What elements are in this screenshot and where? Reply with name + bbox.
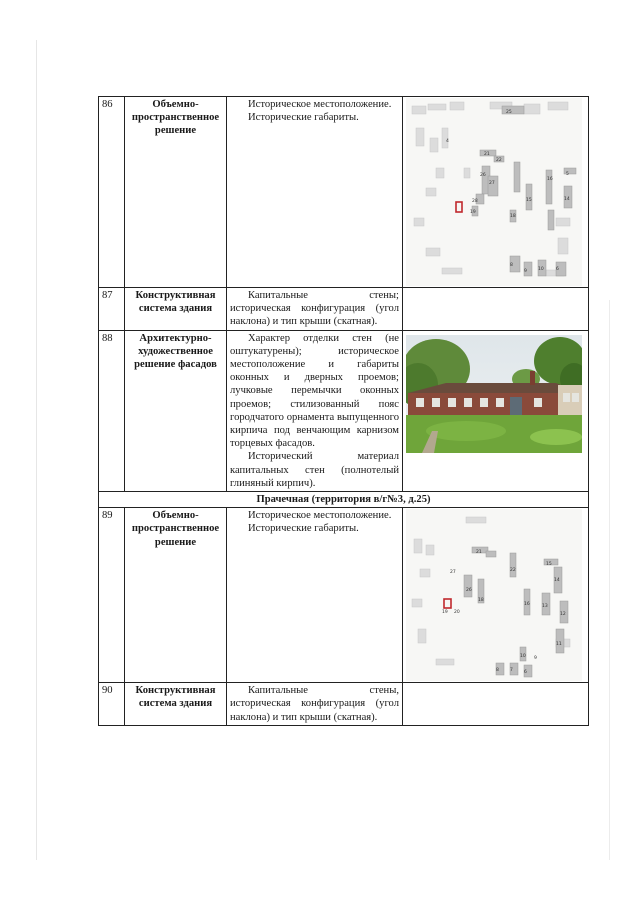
map-label: 11 (556, 642, 562, 648)
description-line: Капитальные стены, историческая конфигурация (угол наклона) и тип крыши (скатная). (230, 685, 399, 723)
table-row (99, 97, 589, 288)
map-label: 26 (480, 173, 486, 178)
element-description (227, 330, 403, 491)
element-description (227, 683, 403, 726)
map-label: 19 (470, 210, 476, 215)
map-label: 14 (564, 197, 570, 202)
map-label: 18 (510, 214, 516, 219)
section-title: Прачечная (территория в/г№3, д.25) (99, 492, 589, 508)
map-label: 26 (466, 588, 472, 594)
site-map (406, 509, 582, 681)
map-label: 9 (524, 269, 527, 274)
element-description (227, 508, 403, 683)
map-label: 8 (510, 263, 513, 268)
building-photo-drawing (406, 335, 582, 453)
table-row (99, 683, 589, 726)
site-map (406, 98, 582, 286)
map-label: 21 (484, 152, 490, 157)
map-label: 6 (556, 267, 559, 272)
map-label: 25 (506, 110, 512, 115)
site-map-drawing (406, 509, 582, 681)
map-label: 8 (496, 668, 499, 674)
map-label: 7 (510, 668, 513, 674)
row-number: 88 (99, 330, 125, 491)
map-label: 15 (526, 198, 532, 203)
map-label: 6 (524, 670, 527, 676)
map-label: 20 (454, 610, 460, 616)
site-map-drawing (406, 98, 582, 286)
element-name: Объемно-пространственное решение (125, 508, 227, 683)
map-label: 13 (542, 604, 548, 610)
map-label: 28 (472, 199, 478, 204)
map-label: 27 (450, 570, 456, 576)
description-line: Характер отделки стен (не оштукатурены); историческое местоположение и габариты оконных и дверных проемов; лучковые перемычки оконных проемов; стилизованный пояс городчатого орнамента выпущенного кирпича под венчающим карнизом торцевых фасадов. (230, 332, 399, 450)
section-row (99, 492, 589, 508)
map-label: 10 (538, 267, 544, 272)
description-line: Историческое местоположение. (248, 99, 392, 110)
scan-edge (609, 300, 610, 860)
element-name: Объемно-пространственное решение (125, 97, 227, 288)
row-number: 86 (99, 97, 125, 288)
element-name: Конструктивная система здания (125, 288, 227, 331)
map-label: 22 (496, 158, 502, 163)
element-name: Конструктивная система здания (125, 683, 227, 726)
table-row (99, 288, 589, 331)
table-row (99, 508, 589, 683)
element-description (227, 97, 403, 288)
map-label: 14 (554, 578, 560, 584)
row-number: 87 (99, 288, 125, 331)
map-label: 19 (442, 610, 448, 616)
element-description (227, 288, 403, 331)
map-label: 18 (478, 598, 484, 604)
map-label: 15 (546, 562, 552, 568)
building-photo (406, 335, 582, 453)
row-number: 90 (99, 683, 125, 726)
map-label: 10 (520, 654, 526, 660)
description-line: Исторические габариты. (248, 112, 359, 124)
row-number: 89 (99, 508, 125, 683)
scan-edge (36, 40, 37, 860)
table-row (99, 330, 589, 491)
image-cell (403, 97, 589, 288)
map-label: 4 (446, 139, 449, 144)
map-label: 5 (566, 172, 569, 177)
image-cell (403, 288, 589, 331)
description-line: Исторические габариты. (248, 523, 359, 535)
map-label: 16 (524, 602, 530, 608)
image-cell (403, 508, 589, 683)
map-label: 22 (510, 568, 516, 574)
map-label: 21 (476, 550, 482, 556)
description-line: Капитальные стены; историческая конфигурация (угол наклона) и тип крыши (скатная). (230, 290, 399, 328)
heritage-table (98, 96, 589, 726)
description-line: Исторический материал капитальных стен (полнотелый глиняный кирпич). (230, 451, 399, 489)
map-label: 9 (534, 656, 537, 662)
element-name: Архитектурно-художественное решение фасадов (125, 330, 227, 491)
map-label: 27 (489, 181, 495, 186)
image-cell (403, 330, 589, 491)
map-label: 16 (547, 177, 553, 182)
map-label: 12 (560, 612, 566, 618)
image-cell (403, 683, 589, 726)
description-line: Историческое местоположение. (248, 510, 392, 522)
